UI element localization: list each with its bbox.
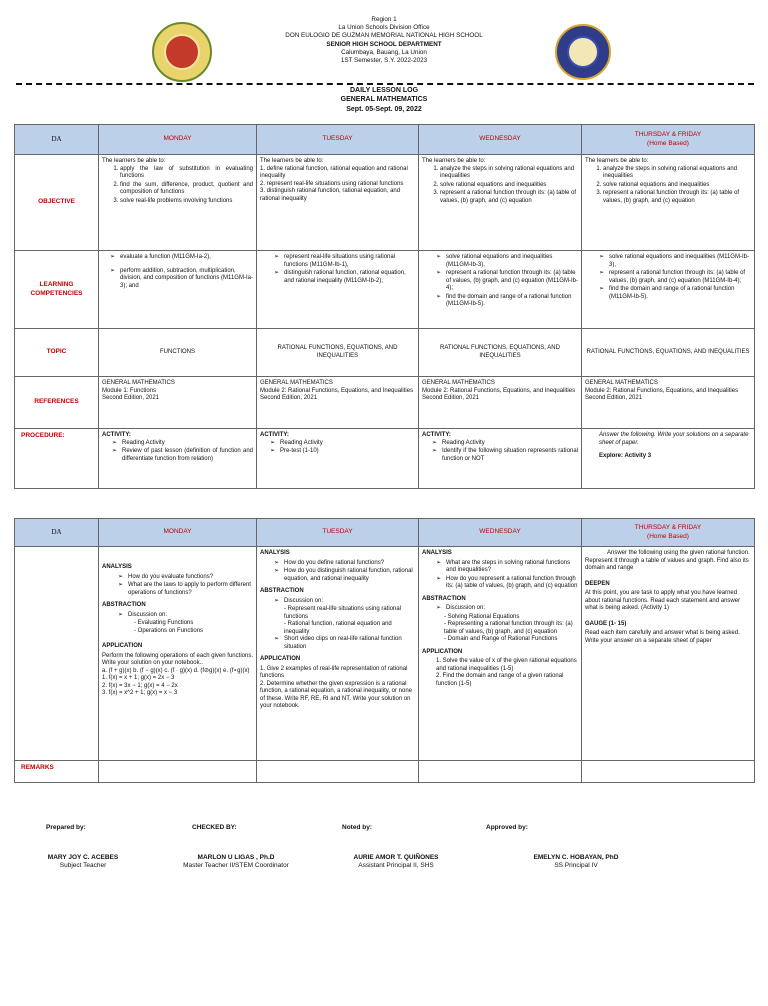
objective-wednesday: The learners be able to: 1. analyze the steps in solving rational equations and inequalities 2. solve rational equations and inequalities 3. represent a rational function through its: (a) table of values, (b) graph, and (c) equation [419, 155, 582, 251]
procedure-monday: ACTIVITY: ➢ Reading Activity ➢ Review of past lesson (definition of function and differentiate function from relation) [99, 429, 257, 489]
arrow-bullet-icon: ➢ [270, 448, 276, 454]
references-monday: GENERAL MATHEMATICS Module 1: Functions Second Edition, 2021 [99, 377, 257, 429]
arrow-bullet-icon: ➢ [118, 611, 124, 618]
col-wednesday: WEDNESDAY [419, 519, 582, 547]
arrow-bullet-icon: ➢ [436, 270, 442, 276]
col-tuesday: TUESDAY [257, 519, 419, 547]
remarks-monday [99, 761, 257, 783]
arrow-bullet-icon: ➢ [112, 439, 118, 446]
arrow-bullet-icon: ➢ [110, 254, 116, 260]
competencies-monday: ➢ evaluate a function (M11GM-Ia-2), ➢ perform addition, subtraction, multiplication, division, and composition of functions (M11GM-Ia-3); and [99, 251, 257, 329]
row-label-topic: TOPIC [15, 329, 99, 377]
noted-signatory: AURIE AMOR T. QUIÑONES Assistant Principal II, SHS [353, 854, 439, 870]
arrow-bullet-icon: ➢ [599, 254, 605, 260]
objective-thursday: The learners be able to: 1. analyze the steps in solving rational equations and inequalities 2. solve rational equations and inequalities 3. represent a rational function through its: (a) table of values, (b) graph, and (c) equation [582, 155, 755, 251]
arrow-bullet-icon: ➢ [118, 582, 124, 588]
arrow-bullet-icon: ➢ [432, 439, 438, 446]
references-tuesday: GENERAL MATHEMATICS Module 2: Rational Functions, Equations, and Inequalities Second Edition, 2021 [257, 377, 419, 429]
col-thursday-friday: THURSDAY & FRIDAY (Home Based) [582, 519, 755, 547]
competencies-wednesday: ➢ solve rational equations and inequalities (M11GM-Ib-3), ➢ represent a rational function through its: (a) table of values, (b) graph, and (c) equation (M11GM-Ib-4); ➢ find the domain and range of a rational function (M11GM-Ib-5). [419, 251, 582, 329]
arrow-bullet-icon: ➢ [436, 575, 442, 582]
row-label-competencies: LEARNING COMPETENCIES [15, 251, 99, 329]
deped-seal-right [555, 24, 611, 80]
col-monday: MONDAY [99, 125, 257, 155]
col-wednesday: WEDNESDAY [419, 125, 582, 155]
part2-thursday: Answer the following using the given rational function. Represent it through a table of values and graph. Find also its domain and range DEEPEN At this point, you are task to apply what you have learned about rational functions. Read each statement and answer what is being asked. (Activity 1) GAUGE (1- 15) Read each item carefully and answer what is being asked. Write your answer on a separate sheet of paper [582, 547, 755, 761]
topic-monday: FUNCTIONS [99, 329, 257, 377]
checked-signatory: MARLON U LIGAS , Ph.D Master Teacher II/STEM Coordinator [183, 854, 289, 870]
signatures-section [0, 824, 768, 884]
arrow-bullet-icon: ➢ [112, 448, 118, 454]
col-monday: MONDAY [99, 519, 257, 547]
arrow-bullet-icon: ➢ [432, 448, 438, 454]
references-wednesday: GENERAL MATHEMATICS Module 2: Rational Functions, Equations, and Inequalities Second Edition, 2021 [419, 377, 582, 429]
lesson-log-table-1 [14, 124, 755, 489]
competencies-thursday: ➢ solve rational equations and inequalities (M11GM-Ib-3), ➢ represent a rational function through its: (a) table of values, (b) graph, and (c) equation (M11GM-Ib-4); ➢ find the domain and range of a rational function (M11GM-Ib-5). [582, 251, 755, 329]
row-label-objective: OBJECTIVE [15, 155, 99, 251]
procedure-thursday: Answer the following. Write your solutions on a separate sheet of paper. Explore: Activity 3 [582, 429, 755, 489]
part2-tuesday: ANALYSIS ➢ How do you define rational functions? ➢ How do you distinguish rational function, rational equation, and rational inequality ABSTRACTION ➢ Discussion on: - Represent real-life situations using rational functions - Rational function, rational equation and inequality ➢ Short video clips on real-life rational function situation APPLICATION 1. Give 2 examples of real-life representation of rational functions 2. Determine whether the given expression is a rational function, a rational equation, a rational inequality, or none of these. Write RF, RE, RI and NT. Write your solution on your notebook. [257, 547, 419, 761]
topic-tuesday: RATIONAL FUNCTIONS, EQUATIONS, AND INEQUALITIES [257, 329, 419, 377]
document-title: DAILY LESSON LOG GENERAL MATHEMATICS Sept. 05-Sept. 09, 2022 [340, 87, 428, 113]
arrow-bullet-icon: ➢ [436, 293, 442, 300]
remarks-thursday [582, 761, 755, 783]
row-label-references: REFERENCES [15, 377, 99, 429]
arrow-bullet-icon: ➢ [599, 286, 605, 292]
part2-wednesday: ANALYSIS ➢ What are the steps in solving rational functions and inequalities? ➢ How do you represent a rational function through its: (a) table of values, (b) graph, and (c) equation ABSTRACTION ➢ Discussion on: - Solving Rational Equations - Representing a rational function through its: (a) table of values, (b) graph, and (c) equation - Domain and Range of Rational Functions APPLICATION 1. Solve the value of x of the given rational equations and rational inequalities (1-5) 2. Find the domain and range of a given rational function (1-5) [419, 547, 582, 761]
approved-signatory: EMELYN C. HOBAYAN, PhD SS Principal IV [533, 854, 619, 870]
remarks-wednesday [419, 761, 582, 783]
arrow-bullet-icon: ➢ [274, 559, 280, 566]
procedure-tuesday: ACTIVITY: ➢ Reading Activity ➢ Pre-test (1-10) [257, 429, 419, 489]
row-label-procedure: PROCEDURE: [15, 429, 99, 489]
arrow-bullet-icon: ➢ [274, 254, 280, 260]
noted-by: Noted by: [342, 824, 372, 831]
col-da: DA [15, 519, 99, 547]
arrow-bullet-icon: ➢ [436, 605, 442, 611]
school-name: DON EULOGIO DE GUZMAN MEMORIAL NATIONAL HIGH SCHOOL [285, 32, 483, 40]
arrow-bullet-icon: ➢ [274, 636, 280, 642]
arrow-bullet-icon: ➢ [599, 270, 605, 276]
col-tuesday: TUESDAY [257, 125, 419, 155]
lesson-log-table-2 [14, 518, 755, 783]
arrow-bullet-icon: ➢ [110, 267, 116, 274]
department-line: SENIOR HIGH SCHOOL DEPARTMENT [326, 40, 442, 48]
address-line: Calumbaya, Bauang, La Union [341, 48, 427, 56]
part2-monday: ANALYSIS ➢ How do you evaluate functions? ➢ What are the laws to apply to perform different operations of functions? ABSTRACTION ➢ Discussion on: - Evaluating Functions - Operations on Functions APPLICATION Perform the following operations of each given functions. Write your solution on your notebook.. a. (f + g)(x) b. (f − g)(x) c. (f · g)(x) d. (f⊘g)(x) e. (f∘g)(x) 1. f(x) = x + 1; g(x) = 2x − 3 2. f(x) = 3x − 1; g(x) = 4 − 2x 3. f(x) = x^2 + 1; g(x) = x − 3 [99, 547, 257, 761]
topic-thursday: RATIONAL FUNCTIONS, EQUATIONS, AND INEQUALITIES [582, 329, 755, 377]
part2-label-empty [15, 547, 99, 761]
objective-tuesday: The learners be able to: 1. define rational function, rational equation and rational inequality 2. represent real-life situations using rational functions 3. distinguish rational function, rational equation, and rational inequality [257, 155, 419, 251]
arrow-bullet-icon: ➢ [118, 573, 124, 580]
procedure-wednesday: ACTIVITY: ➢ Reading Activity ➢ Identify if the following situation represents rational function or NOT [419, 429, 582, 489]
prepared-signatory: MARY JOY C. ACEBES Subject Teacher [47, 854, 119, 870]
col-da: DA [15, 125, 99, 155]
row-label-remarks: REMARKS [15, 761, 99, 783]
arrow-bullet-icon: ➢ [270, 439, 276, 446]
arrow-bullet-icon: ➢ [436, 254, 442, 260]
topic-wednesday: RATIONAL FUNCTIONS, EQUATIONS, AND INEQUALITIES [419, 329, 582, 377]
approved-by: Approved by: [486, 824, 528, 831]
prepared-by: Prepared by: [46, 824, 86, 831]
arrow-bullet-icon: ➢ [274, 270, 280, 276]
arrow-bullet-icon: ➢ [274, 568, 280, 574]
col-thursday-friday: THURSDAY & FRIDAY (Home Based) [582, 125, 755, 155]
division-line: La Union Schools Division Office [338, 24, 430, 32]
region-line: Region 1 [371, 16, 397, 23]
arrow-bullet-icon: ➢ [274, 597, 280, 604]
checked-by: CHECKED BY: [192, 824, 237, 831]
semester-line: 1ST Semester, S.Y. 2022-2023 [340, 56, 428, 64]
references-thursday: GENERAL MATHEMATICS Module 2: Rational Functions, Equations, and Inequalities Second Edition, 2021 [582, 377, 755, 429]
remarks-tuesday [257, 761, 419, 783]
document-header [0, 0, 768, 80]
header-text [180, 16, 588, 65]
objective-monday: The learners be able to: 1. apply the law of substitution in evaluating functions 2. find the sum, difference, product, quotient and composition of functions 3. solve real-life problems involving functions [99, 155, 257, 251]
dashed-divider [16, 83, 754, 85]
arrow-bullet-icon: ➢ [436, 559, 442, 566]
competencies-tuesday: ➢ represent real-life situations using rational functions (M11GM-Ib-1), ➢ distinguish rational function, rational equation, and rational inequality (M11GM-Ib-2), [257, 251, 419, 329]
